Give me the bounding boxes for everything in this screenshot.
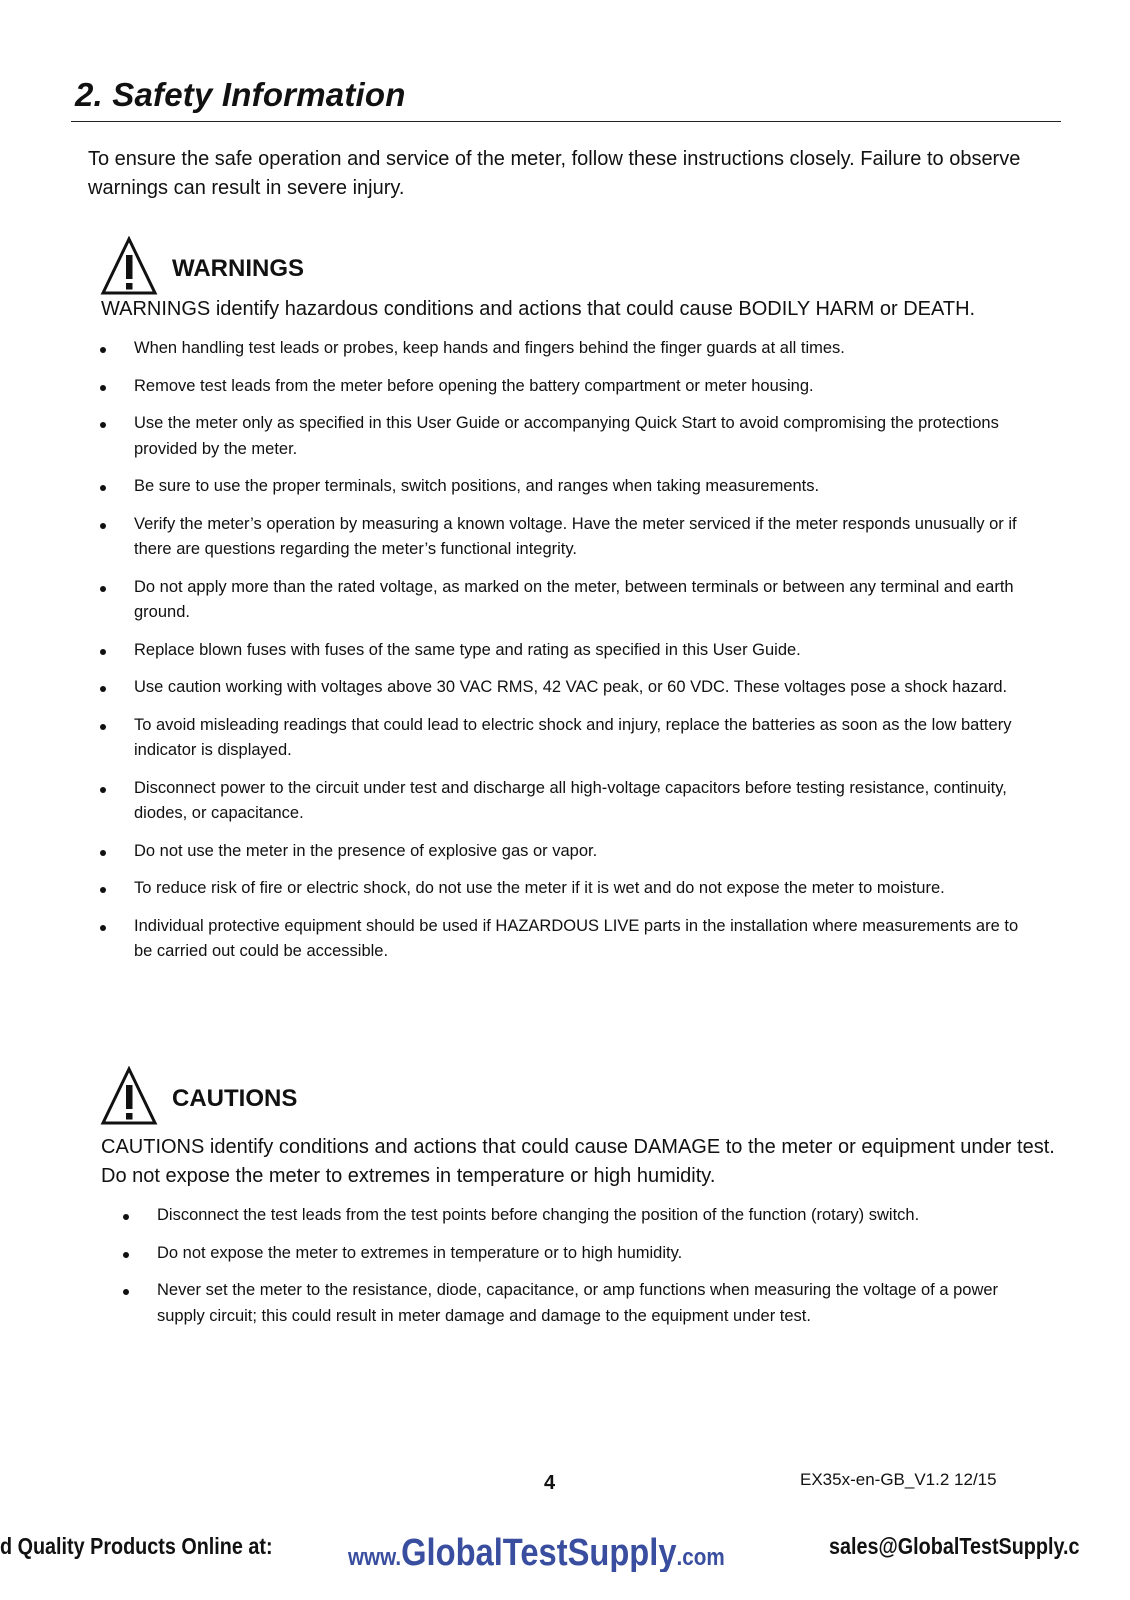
bullet-icon [100,925,106,931]
cautions-item [122,1241,1012,1267]
warnings-item-text: To reduce risk of fire or electric shock, do not use the meter if it is wet and do not expose the meter to moisture. [134,879,945,897]
bullet-icon [100,347,106,353]
website-suffix: .com [676,1544,725,1571]
bullet-icon [100,586,106,592]
cautions-item [122,1278,1012,1329]
warnings-item [99,776,1034,827]
warnings-item-text: Use the meter only as specified in this User Guide or accompanying Quick Start to avoid compromising the protections provided by the meter. [134,414,999,458]
warnings-item [99,713,1034,764]
intro-paragraph: To ensure the safe operation and service of the meter, follow these instructions closely. Failure to observe warnings can result in severe injury. [88,148,1021,199]
cautions-item-text: Do not expose the meter to extremes in temperature or to high humidity. [157,1243,683,1262]
bullet-icon [100,887,106,893]
warnings-item-text: Be sure to use the proper terminals, switch positions, and ranges when taking measurements. [134,477,820,495]
warnings-item-text: Use caution working with voltages above 30 VAC RMS, 42 VAC peak, or 60 VDC. These voltages pose a shock hazard. [134,678,1008,696]
footer-banner [0,1522,1130,1572]
cautions-title: CAUTIONS [172,1085,298,1112]
warning-triangle-icon [100,236,158,296]
warnings-list [99,336,1034,977]
bullet-icon [100,686,106,692]
cautions-item-text: Never set the meter to the resistance, diode, capacitance, or amp functions when measuring the voltage of a power supply circuit; this could result in meter damage and damage to the equipment under test. [157,1281,999,1325]
warnings-item-text: Disconnect power to the circuit under test and discharge all high-voltage capacitors before testing resistance, continuity, diodes, or capacitance. [134,778,1007,822]
warnings-item [99,876,1034,902]
cautions-item-text: Disconnect the test leads from the test points before changing the position of the function (rotary) switch. [157,1206,920,1224]
warnings-item [99,336,1034,362]
warnings-item [99,675,1034,701]
warnings-item-text: Do not apply more than the rated voltage, as marked on the meter, between terminals or between any terminal and earth ground. [134,577,1014,621]
bullet-icon [100,523,106,529]
warnings-item-text: Remove test leads from the meter before opening the battery compartment or meter housing. [134,376,814,395]
cautions-header [100,1066,500,1126]
warnings-item [99,474,1034,500]
warning-triangle-icon [100,1066,158,1126]
warnings-item [99,638,1034,664]
warnings-item-text: To avoid misleading readings that could lead to electric shock and injury, replace the batteries as soon as the low battery indicator is displayed. [134,715,1012,759]
warnings-item [99,914,1034,965]
warnings-header [100,236,500,296]
bullet-icon [100,649,106,655]
warnings-item-text: When handling test leads or probes, keep hands and fingers behind the finger guards at all times. [134,339,845,357]
warnings-item [99,374,1034,400]
bullet-icon [123,1252,129,1258]
email-link[interactable]: sales@GlobalTestSupply.c [829,1533,1080,1559]
website-link[interactable] [348,1532,725,1572]
warnings-item [99,411,1034,462]
warnings-item-text: Verify the meter’s operation by measuring a known voltage. Have the meter serviced if the meter responds unusually or if there are questions regarding the meter’s functional integrity. [134,514,1017,558]
bullet-icon [123,1214,129,1220]
bullet-icon [100,485,106,491]
warnings-item [99,575,1034,626]
warnings-item [99,512,1034,563]
website-prefix: www. [348,1544,402,1571]
warnings-item-text: Individual protective equipment should be used if HAZARDOUS LIVE parts in the installation where measurements are to be carried out could be accessible. [134,916,1019,960]
warnings-item-text: Do not use the meter in the presence of explosive gas or vapor. [134,841,598,860]
bullet-icon [100,787,106,793]
bullet-icon [100,724,106,730]
bullet-icon [100,385,106,391]
bullet-icon [123,1289,129,1295]
page-number: 4 [544,1472,556,1494]
warnings-title: WARNINGS [172,255,304,282]
warnings-description: WARNINGS identify hazardous conditions and actions that could cause BODILY HARM or DEATH. [101,298,976,320]
document-reference: EX35x-en-GB_V1.2 12/15 [800,1470,997,1489]
warnings-item-text: Replace blown fuses with fuses of the same type and rating as specified in this User Guide. [134,640,801,659]
cautions-description: CAUTIONS identify conditions and actions that could cause DAMAGE to the meter or equipment under test. Do not expose the meter to extremes in temperature or high humidity. [101,1136,1055,1187]
warnings-item [99,839,1034,865]
footer-tagline: d Quality Products Online at: [0,1533,273,1559]
bullet-icon [100,422,106,428]
page-title: 2. Safety Information [75,76,406,113]
cautions-item [122,1203,1012,1229]
title-divider [71,121,1061,122]
website-name: GlobalTestSupply [401,1532,677,1572]
bullet-icon [100,850,106,856]
cautions-list [122,1203,1012,1341]
